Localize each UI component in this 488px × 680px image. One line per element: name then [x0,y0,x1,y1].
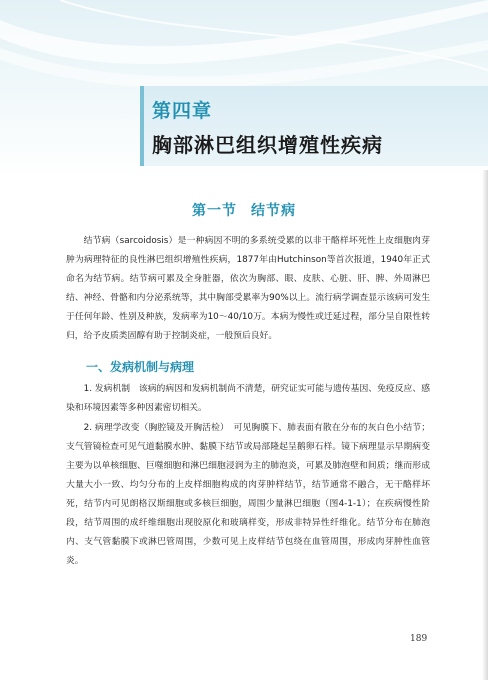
section-label: 第一节 [192,203,237,219]
pathology-paragraph: 2. 病理学改变（胸腔镜及开胸活检） 可见胸膜下、肺表面有散在分布的灰白色小结节；支气管镜检查可见气道黏膜水肿、黏膜下结节或局部隆起呈鹅卵石样。镜下病理显示早期病变主要为以单核细胞、巨噬细胞和淋巴细胞浸润为主的肺泡炎，可累及肺泡壁和间质；继而形成大量大小一致、均匀分布的上皮样细胞构成的肉芽肿样结节，结节通常不融合，无干酪样坏死，结节内可见朗格汉斯细胞或多核巨细胞，周围少量淋巴细胞（图4-1-1）；在疾病慢性阶段，结节周围的成纤维细胞出现胶原化和玻璃样变，形成非特异性纤维化。结节分布在肺泡内、支气管黏膜下或淋巴管周围，少数可见上皮样结节包绕在血管周围，形成肉芽肿性血管炎。 [66,423,430,566]
section-title [0,200,488,220]
subsection-heading: 一、发病机制与病理 [86,360,195,374]
intro-paragraph: 结节病（sarcoidosis）是一种病因不明的多系统受累的以非干酪样坏死性上皮细胞肉芽肿为病理特征的良性淋巴组织增殖性疾病，1877年由Hutchinson等首次报道，1940年正式命名为结节病。结节病可累及全身脏器，依次为胸部、眼、皮肤、心脏、肝、脾、外周淋巴结、神经、骨骼和内分泌系统等，其中胸部受累率为90%以上。流行病学调查显示该病可发生于任何年龄、性别及种族，发病率为10～40/10万。本病为慢性或迁延过程，部分呈自限性转归，给予皮质类固醇有助于控制炎症，一般预后良好。 [66,236,430,341]
section-name: 结节病 [251,203,296,219]
pathogenesis-paragraph: 1. 发病机制 该病的病因和发病机制尚不清楚，研究证实可能与遗传基因、免疫反应、感染和环境因素等多种因素密切相关。 [66,384,430,413]
page-number: 189 [410,634,428,644]
chapter-number: 第四章 [152,100,213,122]
chapter-title: 胸部淋巴组织增殖性疾病 [152,133,383,157]
page-edge-shadow [482,170,488,680]
